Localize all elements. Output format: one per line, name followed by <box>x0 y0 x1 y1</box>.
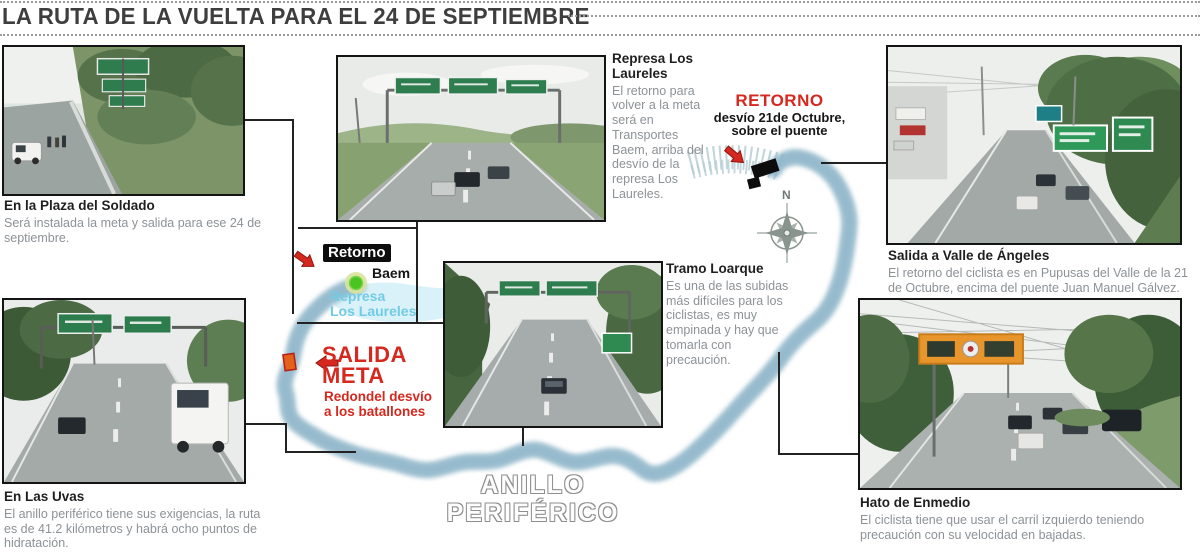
anillo-periferico-label <box>418 472 648 527</box>
callout-tramo-loarque <box>666 262 798 367</box>
callout-body: El retorno para volver a la meta será en Transportes Baem, arriba del desvío de la represa Los Laureles. <box>612 83 704 201</box>
photo-tramo-loarque <box>443 261 663 428</box>
salida-line2: META <box>322 362 385 388</box>
salida-line4: a los batallones <box>324 403 426 419</box>
callout-las-uvas <box>4 490 266 551</box>
retorno-top-label <box>692 92 867 138</box>
header-dotted-rule-mid <box>568 15 1200 17</box>
salida-line1: SALIDA <box>322 342 407 367</box>
retorno-badge <box>323 244 391 262</box>
photo-represa-scene <box>338 57 604 220</box>
represa-lake-line1: Represa <box>330 288 386 304</box>
page-title: LA RUTA DE LA VUELTA PARA EL 24 DE SEPTIEMBRE <box>2 3 590 29</box>
photo-valle-de-angeles <box>886 45 1182 245</box>
callout-title: Salida a Valle de Ángeles <box>888 248 1050 263</box>
callout-hato-enmedio <box>860 496 1182 542</box>
anillo-line2: PERIFÉRICO <box>446 498 620 527</box>
compass-north-label: N <box>782 188 791 202</box>
callout-body: El ciclista tiene que usar el carril izquierdo teniendo precaución con su velocidad en bajadas. <box>860 512 1145 542</box>
photo-loarque-scene <box>445 263 661 426</box>
callout-body: El retorno del ciclista es en Pupusas del Valle de la 21 de Octubre, encima del puente Juan Manuel Gálvez. <box>888 265 1188 295</box>
callout-title: En Las Uvas <box>4 489 85 504</box>
photo-hato-de-enmedio <box>858 298 1182 490</box>
callout-title: Represa Los Laureles <box>612 51 694 81</box>
baem-label: Baem <box>372 265 411 281</box>
callout-title: En la Plaza del Soldado <box>4 198 155 213</box>
callout-body: Será instalada la meta y salida para ese 24 de septiembre. <box>4 215 262 245</box>
salida-line3: Redondel desvío <box>324 388 433 404</box>
compass-rose-icon <box>757 203 817 263</box>
retorno-top-line1: desvío 21de Octubre, <box>713 109 846 125</box>
photo-uvas-scene <box>4 300 244 482</box>
retorno-badge-text: Retorno <box>323 244 391 262</box>
start-finish-marker-icon <box>283 353 296 370</box>
represa-lake-line2: Los Laureles <box>330 302 417 319</box>
photo-plaza-scene <box>4 47 243 194</box>
photo-plaza-del-soldado <box>2 45 245 196</box>
retorno-top-title: RETORNO <box>735 91 824 110</box>
anillo-line1: ANILLO <box>480 471 586 499</box>
photo-hato-scene <box>860 300 1180 488</box>
header-dotted-rule-bottom <box>0 34 1200 36</box>
salida-meta-label <box>322 342 433 419</box>
callout-valle-angeles <box>888 249 1190 295</box>
callout-body: Es una de las subidas más difíciles para los ciclistas, es muy empinada y hay que tomarla con precaución. <box>666 278 789 367</box>
callout-represa-laureles <box>612 52 714 202</box>
photo-valle-scene <box>888 47 1180 243</box>
callout-title: Hato de Enmedio <box>860 495 971 510</box>
photo-las-uvas <box>2 298 246 484</box>
callout-title: Tramo Loarque <box>666 261 764 276</box>
represa-lake-label <box>330 289 416 318</box>
retorno-top-line2: sobre el puente <box>731 123 828 139</box>
callout-body: El anillo periférico tiene sus exigencias, la ruta es de 41.2 kilómetros y habrá ocho puntos de hidratación. <box>4 506 261 551</box>
callout-plaza-soldado <box>4 199 286 245</box>
photo-represa-los-laureles <box>336 55 606 222</box>
